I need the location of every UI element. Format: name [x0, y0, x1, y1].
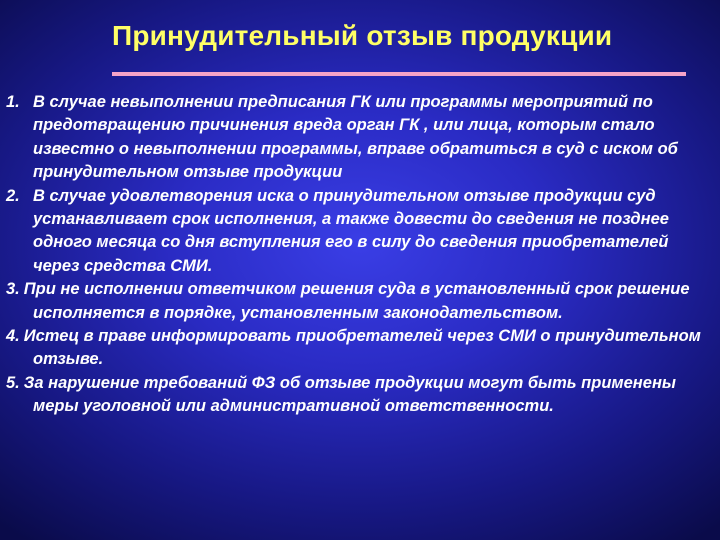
list-item [6, 278, 714, 325]
list-item-text: За нарушение требований ФЗ об отзыве продукции могут быть применены меры уголовной или административной ответственности. [23, 373, 676, 416]
list-item-number: 3. [6, 280, 20, 299]
list-item-number: 1. [6, 93, 20, 111]
list-item-text: В случае удовлетворения иска о принудительном отзыве продукции суд устанавливает срок исполнения, а также довести до сведения не позднее одного месяца со дня вступления его в силу до сведения приобретателей через средства СМИ. [33, 186, 669, 275]
title-underline [112, 72, 686, 76]
list-item-number: 4. [6, 327, 20, 346]
list-item [6, 185, 714, 279]
numbered-list [6, 91, 714, 419]
list-item-number: 2. [6, 186, 20, 205]
list-item [6, 372, 714, 419]
slide-title: Принудительный отзыв продукции [112, 20, 613, 51]
list-item-text: В случае невыполнении предписания ГК или программы мероприятий по предотвращению причинения вреда орган ГК , или лица, которым стало известно о невыполнении программы, вправе обратиться в суд с иском об принудительном отзыве продукции [33, 93, 678, 182]
list-item [6, 91, 714, 185]
list-item-text: Истец в праве информировать приобретателей через СМИ о принудительном отзыве. [23, 327, 701, 369]
list-item-text: При не исполнении ответчиком решения суда в установленный срок решение исполняется в порядке, установленным законодательством. [23, 280, 690, 322]
list-item [6, 325, 714, 372]
list-item-number: 5. [6, 373, 20, 392]
